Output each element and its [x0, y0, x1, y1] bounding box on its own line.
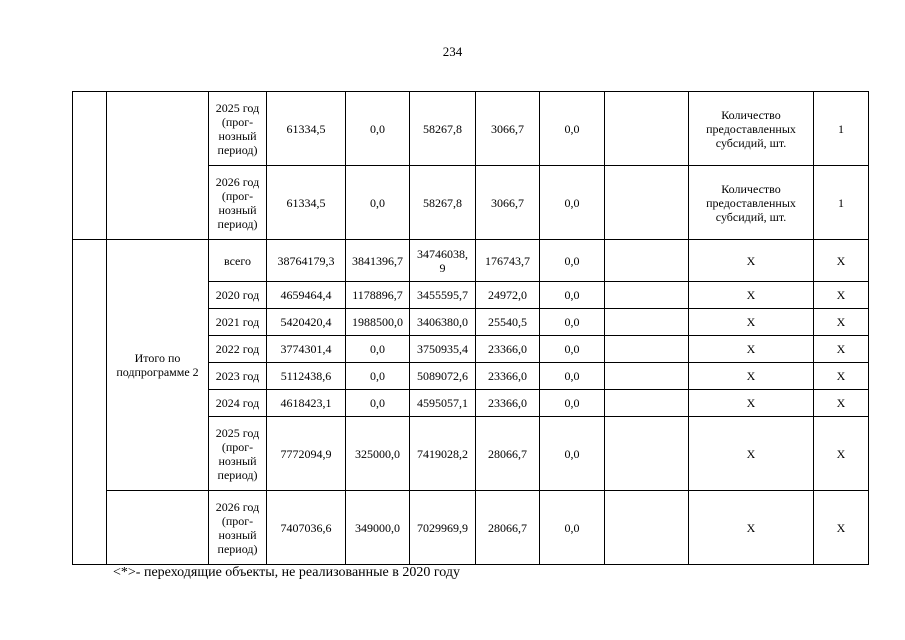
regional-budget-cell: 7419028,2: [410, 417, 476, 491]
regional-budget-cell: 5089072,6: [410, 363, 476, 390]
blank-cell: [605, 363, 689, 390]
indicator-cell: Х: [689, 309, 814, 336]
total-cell: 61334,5: [267, 166, 346, 240]
regional-budget-cell: 58267,8: [410, 166, 476, 240]
period-cell: 2026 год (прог- нозный период): [209, 491, 267, 565]
indicator-cell: Количество предоставленных субсидий, шт.: [689, 166, 814, 240]
local-budget-cell: 25540,5: [476, 309, 540, 336]
federal-budget-cell: 0,0: [346, 92, 410, 166]
federal-budget-cell: 325000,0: [346, 417, 410, 491]
blank-cell: [605, 282, 689, 309]
period-cell: 2024 год: [209, 390, 267, 417]
target-value-cell: 1: [814, 92, 869, 166]
blank-cell: [605, 491, 689, 565]
target-value-cell: Х: [814, 491, 869, 565]
indicator-cell: Х: [689, 390, 814, 417]
period-cell: 2021 год: [209, 309, 267, 336]
period-cell: 2025 год (прог- нозный период): [209, 92, 267, 166]
period-cell: 2025 год (прог- нозный период): [209, 417, 267, 491]
other-sources-cell: 0,0: [540, 309, 605, 336]
other-sources-cell: 0,0: [540, 491, 605, 565]
local-budget-cell: 24972,0: [476, 282, 540, 309]
subprogram-table: [72, 91, 869, 565]
target-value-cell: Х: [814, 390, 869, 417]
target-value-cell: 1: [814, 166, 869, 240]
blank-cell: [605, 92, 689, 166]
blank-cell: [605, 390, 689, 417]
local-budget-cell: 23366,0: [476, 336, 540, 363]
blank-cell: [605, 336, 689, 363]
other-sources-cell: 0,0: [540, 417, 605, 491]
subprogram-name-cell: [107, 491, 209, 565]
subprogram-name-cell: Итого по подпрограмме 2: [107, 240, 209, 491]
federal-budget-cell: 1178896,7: [346, 282, 410, 309]
indicator-cell: Количество предоставленных субсидий, шт.: [689, 92, 814, 166]
regional-budget-cell: 3406380,0: [410, 309, 476, 336]
target-value-cell: Х: [814, 282, 869, 309]
local-budget-cell: 176743,7: [476, 240, 540, 282]
target-value-cell: Х: [814, 309, 869, 336]
total-cell: 61334,5: [267, 92, 346, 166]
table-row: [73, 92, 869, 166]
indicator-cell: Х: [689, 336, 814, 363]
total-cell: 7772094,9: [267, 417, 346, 491]
federal-budget-cell: 3841396,7: [346, 240, 410, 282]
blank-cell: [605, 240, 689, 282]
indicator-cell: Х: [689, 363, 814, 390]
other-sources-cell: 0,0: [540, 336, 605, 363]
blank-cell: [605, 166, 689, 240]
target-value-cell: Х: [814, 336, 869, 363]
regional-budget-cell: 7029969,9: [410, 491, 476, 565]
target-value-cell: Х: [814, 240, 869, 282]
period-cell: всего: [209, 240, 267, 282]
total-cell: 38764179,3: [267, 240, 346, 282]
table-row: [73, 240, 869, 282]
budget-table: [72, 91, 869, 565]
indicator-cell: Х: [689, 417, 814, 491]
other-sources-cell: 0,0: [540, 363, 605, 390]
number-cell: [73, 240, 107, 565]
regional-budget-cell: 4595057,1: [410, 390, 476, 417]
federal-budget-cell: 0,0: [346, 336, 410, 363]
other-sources-cell: 0,0: [540, 166, 605, 240]
local-budget-cell: 3066,7: [476, 166, 540, 240]
regional-budget-cell: 58267,8: [410, 92, 476, 166]
period-cell: 2026 год (прог- нозный период): [209, 166, 267, 240]
local-budget-cell: 23366,0: [476, 363, 540, 390]
blank-cell: [605, 309, 689, 336]
other-sources-cell: 0,0: [540, 390, 605, 417]
local-budget-cell: 28066,7: [476, 491, 540, 565]
blank-cell: [605, 417, 689, 491]
total-cell: 3774301,4: [267, 336, 346, 363]
federal-budget-cell: 0,0: [346, 390, 410, 417]
total-cell: 4618423,1: [267, 390, 346, 417]
period-cell: 2023 год: [209, 363, 267, 390]
federal-budget-cell: 1988500,0: [346, 309, 410, 336]
indicator-cell: Х: [689, 282, 814, 309]
indicator-cell: Х: [689, 491, 814, 565]
total-cell: 7407036,6: [267, 491, 346, 565]
table-row: [73, 491, 869, 565]
indicator-cell: Х: [689, 240, 814, 282]
period-cell: 2020 год: [209, 282, 267, 309]
total-cell: 4659464,4: [267, 282, 346, 309]
total-cell: 5420420,4: [267, 309, 346, 336]
subprogram-name-cell: [107, 92, 209, 240]
total-cell: 5112438,6: [267, 363, 346, 390]
local-budget-cell: 3066,7: [476, 92, 540, 166]
target-value-cell: Х: [814, 417, 869, 491]
regional-budget-cell: 3455595,7: [410, 282, 476, 309]
federal-budget-cell: 0,0: [346, 363, 410, 390]
regional-budget-cell: 3750935,4: [410, 336, 476, 363]
page-number: 234: [442, 44, 463, 59]
number-cell: [73, 92, 107, 240]
other-sources-cell: 0,0: [540, 282, 605, 309]
target-value-cell: Х: [814, 363, 869, 390]
footnote: <*>- переходящие объекты, не реализованные в 2020 году: [113, 565, 460, 580]
local-budget-cell: 28066,7: [476, 417, 540, 491]
local-budget-cell: 23366,0: [476, 390, 540, 417]
other-sources-cell: 0,0: [540, 92, 605, 166]
other-sources-cell: 0,0: [540, 240, 605, 282]
federal-budget-cell: 0,0: [346, 166, 410, 240]
regional-budget-cell: 34746038, 9: [410, 240, 476, 282]
federal-budget-cell: 349000,0: [346, 491, 410, 565]
period-cell: 2022 год: [209, 336, 267, 363]
